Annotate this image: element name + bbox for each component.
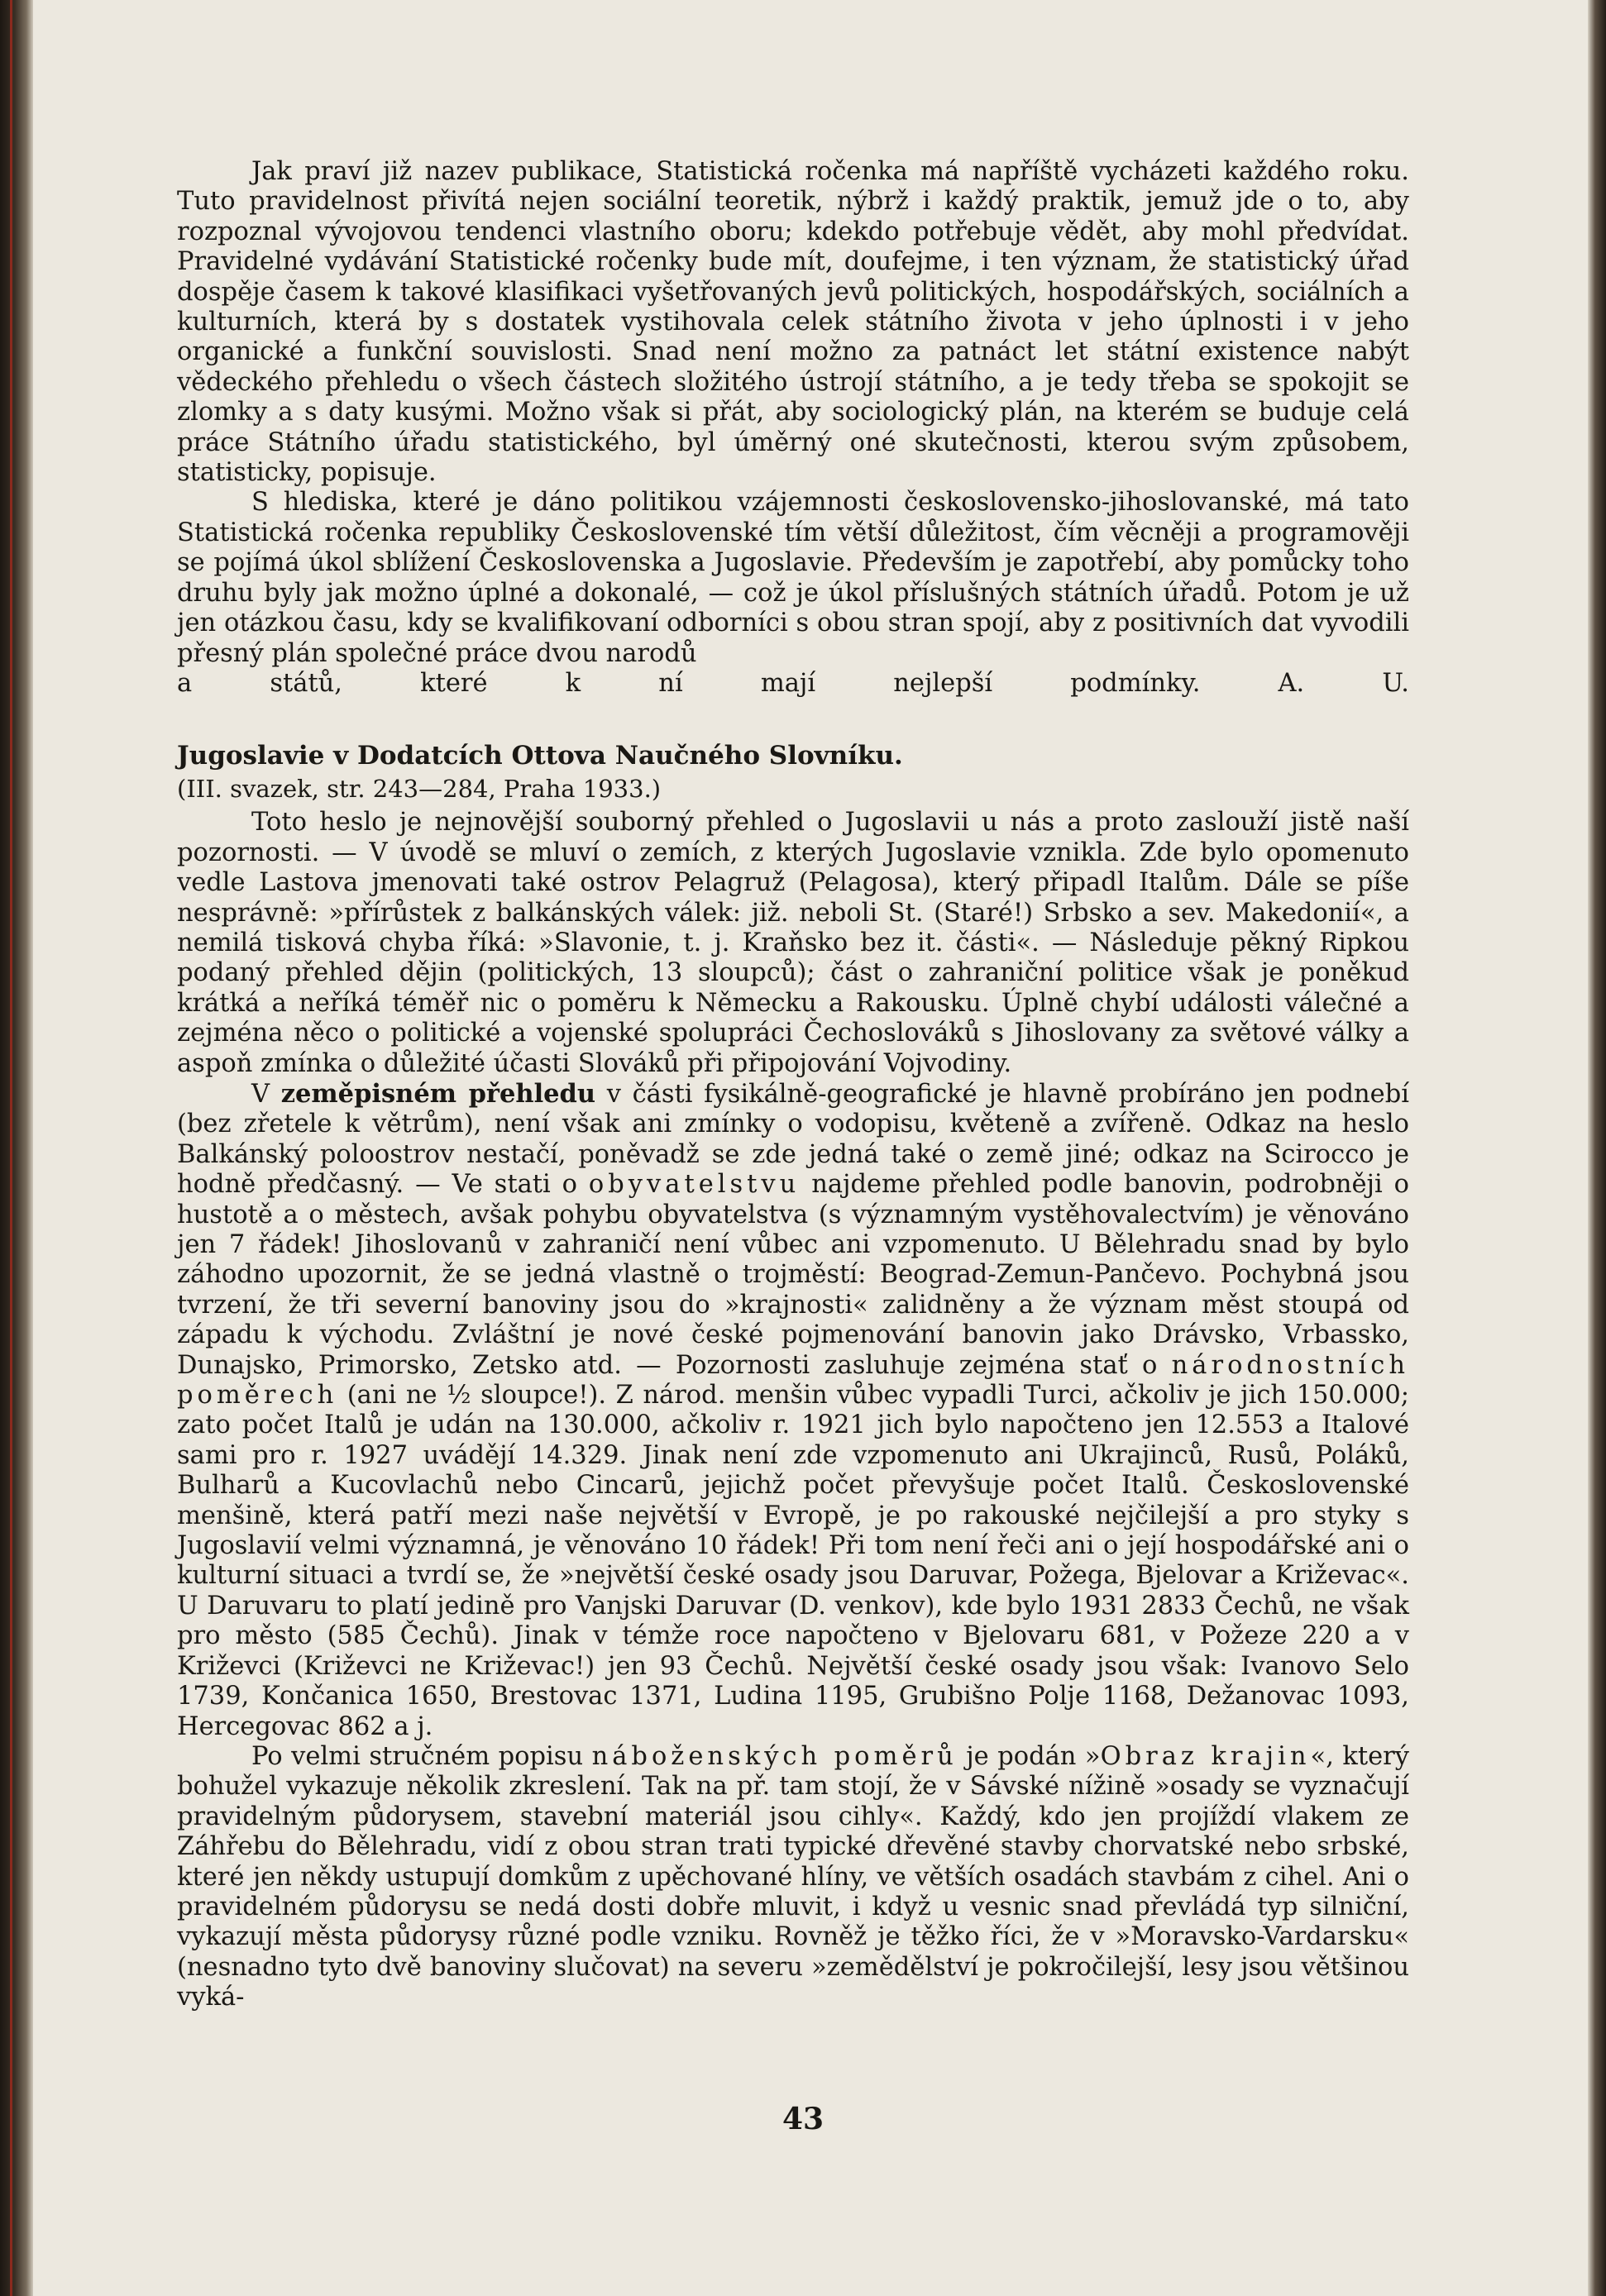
article2-subtitle: (III. svazek, str. 243—284, Praha 1933.) xyxy=(177,775,662,804)
article1-closing-text: a států, které k ní mají nejlepší podmínky. xyxy=(177,668,1201,698)
article1-paragraph-2-text: S hlediska, které je dáno politikou vzájemnosti československo-jihoslovanské, má tato Statistická ročenka republiky Československé tím větší důležitost, čím věcněji a programověji se pojímá úkol sblížení Československa a Jugoslavie. Především je zapotřebí, aby pomůcky toho druhu byly jak možno úplné a dokonalé, — což je úkol příslušných státních úřadů. Potom je už jen otázkou času, kdy se kvalifikovaní odborníci s obou stran spojí, aby z positivních dat vyvodili přesný plán společné práce dvou narodů xyxy=(177,488,1409,668)
article2-paragraph-3 xyxy=(177,1742,1409,2013)
article2-title: Jugoslavie v Dodatcích Ottova Naučného Slovníku. xyxy=(177,741,903,771)
article1-paragraph-2 xyxy=(177,488,1409,668)
article1-closing-line xyxy=(177,669,1409,699)
article2-paragraph-2 xyxy=(177,1079,1409,1742)
p3-text-3: «, který bohužel vykazuje několik zkreslení. Tak na př. tam stojí, že v Sávské nížině »osady se vyznačují pravidelným půdorysem, stavební materiál jsou cihly«. Každý, kdo jen projíždí vlakem ze Záhřebu do Bělehradu, vidí z obou stran trati typické dřevěné stavby chorvatské nebo srbské, které jen někdy ustupují domkům z upěchované hlíny, ve větších osadách stavbám z cihel. Ani o pravidelném půdorysu se nedá dosti dobře mluvit, i když u vesnic snad převládá typ silniční, vykazují města půdorysy různé podle vzniku. Rovněž je těžko říci, že v »Moravsko-Vardarsku« (nesnadno tyto dvě banoviny slučovat) na severu »zemědělství je pokročilejší, lesy jsou většinou vyká- xyxy=(177,1741,1409,2012)
book-spine-edge xyxy=(0,0,33,2296)
p2-text-2: najdeme přehled podle banovin, podrobněji o hustotě a o městech, avšak pohybu obyvatelstva (s významným vystěhovalectvím) je věnováno jen 7 řádek! Jihoslovanů v zahraničí není vůbec ani vzpomenuto. U Bělehradu snad by bylo záhodno upozornit, že se jedná vlastně o trojměstí: Beograd-Zemun-Pančevo. Pochybná jsou tvrzení, že tři severní banoviny jsou do »krajnosti« zalidněny a že význam měst stoupá od západu k východu. Zvláštní je nové české pojmenování banovin jako Drávsko, Vrbassko, Dunajsko, Primorsko, Zetsko atd. — Pozornosti zasluhuje zejména stať o xyxy=(177,1170,1409,1380)
page-number: 43 xyxy=(781,2102,825,2136)
p2-bold-term: zeměpisném přehledu xyxy=(280,1078,596,1109)
page-content xyxy=(177,157,1409,2013)
p3-spaced-term-1: náboženských poměrů xyxy=(591,1741,958,1771)
article2-paragraph-1: Toto heslo je nejnovější souborný přehled o Jugoslavii u nás a proto zaslouží jistě naší pozornosti. — V úvodě se mluví o zemích, z kterých Jugoslavie vznikla. Zde bylo opomenuto vedle Lastova jmenovati také ostrov Pelagruž (Pelagosa), který připadl Italům. Dále se píše nesprávně: »přírůstek z balkánských válek: již. neboli St. (Staré!) Srbsko a sev. Makedonií«, a nemilá tisková chyba říká: »Slavonie, t. j. Kraňsko bez it. části«. — Následuje pěkný Ripkou podaný přehled dějin (politických, 13 sloupců); část o zahraniční politice však je poněkud krátká a neříká téměř nic o poměru k Německu a Rakousku. Úplně chybí události válečné a zejména něco o politické a vojenské spolupráci Čechoslováků s Jihoslovany za světové války a aspoň zmínka o důležité účasti Slováků při připojování Vojvodiny. xyxy=(177,808,1409,1078)
page-right-edge xyxy=(1588,0,1606,2296)
p2-text-3: (ani ne ½ sloupce!). Z národ. menšin vůbec vypadli Turci, ačkoliv je jich 150.000; zato počet Italů je udán na 130.000, ačkoliv r. 1921 jich bylo napočteno jen 12.553 a Italové sami pro r. 1927 uvádějí 14.329. Jinak není zde vzpomenuto ani Ukrajinců, Rusů, Poláků, Bulharů a Kucovlachů nebo Cincarů, jejichž počet převyšuje počet Italů. Československé menšině, která patří mezi naše největší v Evropě, je po rakouské nejčilejší a pro styky s Jugoslavií velmi významná, je věnováno 10 řádek! Při tom není řeči ani o její hospodářské ani o kulturní situaci a tvrdí se, že »největší české osady jsou Daruvar, Požega, Bjelovar a Križevac«. U Daruvaru to platí jedině pro Vanjski Daruvar (D. venkov), kde bylo 1931 2833 Čechů, ne však pro město (585 Čechů). Jinak v témže roce napočteno v Bjelovaru 681, v Požeze 220 a v Križevci (Križevci ne Križevac!) jen 93 Čechů. Největší české osady jsou však: Ivanovo Selo 1739, Končanica 1650, Brestovac 1371, Ludina 1195, Grubišno Polje 1168, Dežanovac 1093, Hercegovac 862 a j. xyxy=(177,1381,1409,1741)
p3-text-1: Po velmi stručném popisu xyxy=(251,1741,584,1771)
p3-spaced-term-2: Obraz krajin xyxy=(1100,1741,1311,1771)
p2-spaced-term-1: obyvatelstvu xyxy=(588,1170,801,1200)
p2-start: V xyxy=(251,1079,270,1109)
p3-text-2: je podán » xyxy=(966,1741,1101,1771)
article1-paragraph-1: Jak praví již nazev publikace, Statistická ročenka má napříště vycházeti každého roku. Tuto pravidelnost přivítá nejen sociální teoretik, nýbrž i každý praktik, jemuž jde o to, aby rozpoznal vývojovou tendenci vlastního oboru; kdekdo potřebuje vědět, aby mohl předvídat. Pravidelné vydávání Statistické ročenky bude mít, doufejme, i ten význam, že statistický úřad dospěje časem k takové klasifikaci vyšetřovaných jevů politických, hospodářských, sociálních a kulturních, která by s dostatek vystihovala celek státního života v jeho úplnosti i v jeho organické a funkční souvislosti. Snad není možno za patnáct let státní existence nabýt vědeckého přehledu o všech částech složitého ústrojí státního, a je tedy třeba se spokojit se zlomky a s daty kusými. Možno však si přát, aby sociologický plán, na kterém se buduje celá práce Státního úřadu statistického, byl úměrný oné skutečnosti, kterou svým způsobem, statisticky, popisuje. xyxy=(177,157,1409,488)
p2-spaced-term-2: národnostních poměrech xyxy=(177,1350,1409,1411)
p2-text-1: v části fysikálně-geografické je hlavně probíráno jen podnebí (bez zřetele k větrům), není však ani zmínky o vodopisu, květeně a zvířeně. Odkaz na heslo Balkánský poloostrov nestačí, poněvadž se zde jedná také o země jiné; odkaz na Scirocco je hodně předčasný. — Ve stati o xyxy=(177,1079,1409,1200)
article1-signature: A. U. xyxy=(1278,668,1409,698)
